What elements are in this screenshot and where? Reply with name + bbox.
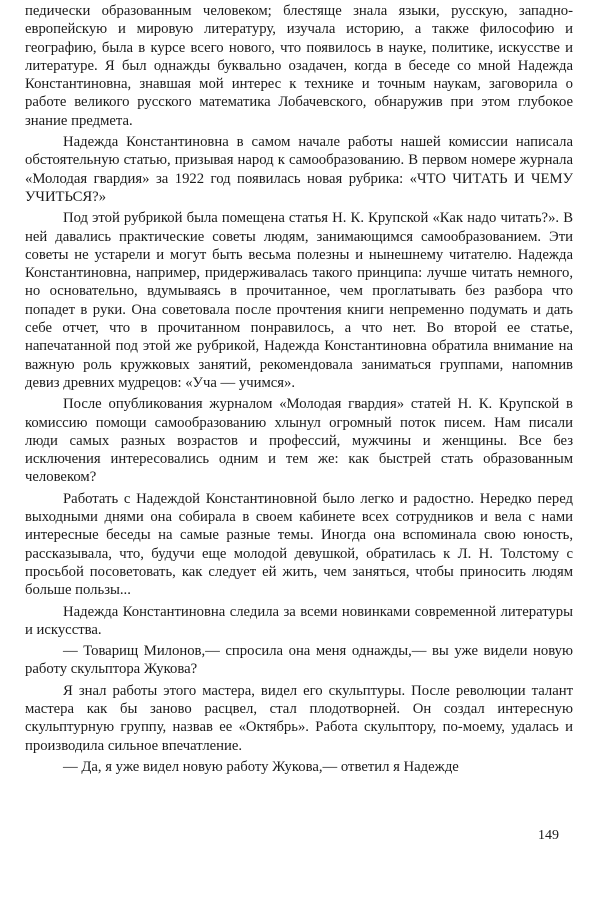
paragraph-dialogue-question: — Товарищ Милонов,— спросила она меня однажды,— вы уже видели новую работу скульптора Жукова?	[25, 643, 573, 678]
paragraph-literature: Надежда Константиновна следила за всеми новинками современной литературы и искусства.	[25, 603, 573, 638]
paragraph-work: Работать с Надеждой Константиновной было легко и радостно. Нередко перед выходными днями она собирала в своем кабинете всех сотрудников и вела с нами интересные беседы на самые разные темы. Иногда она вспоминала свою юность, рассказывала, что, будучи еще молодой девушкой, обратилась к Л. Н. Толстому с просьбой посоветовать, как следует ей жить, чем заняться, чтобы приносить людям больше пользы...	[25, 490, 573, 599]
paragraph-reading-advice: Под этой рубрикой была помещена статья Н. К. Крупской «Как надо читать?». В ней давались практические советы людям, занимающимся самообразованием. Эти советы не устарели и могут быть весьма полезны и нынешнему читателю. Надежда Константиновна, например, придерживалась такого принципа: лучше читать немного, но основательно, вдумываясь в прочитанное, чем проглатывать без разбора что попадет в руки. Она советовала после прочтения книги непременно подумать и дать себе отчет, что в прочитанном понравилось, а что нет. Во второй ее статье, напечатанной под этой же рубрикой, Надежда Константиновна обратила внимание на важную роль кружковых занятий, рекомендовала заниматься группами, напомнив девиз древних мудрецов: «Уча — учимся».	[25, 210, 573, 391]
paragraph-sculptor: Я знал работы этого мастера, видел его скульптуры. После революции талант мастера как бы заново расцвел, стал плодотворней. Он создал интересную скульптурную группу, назвав ее «Октябрь». Работа скульптору, по-моему, удалась и производила сильное впечатление.	[25, 682, 573, 754]
paragraph-letters: После опубликования журналом «Молодая гвардия» статей Н. К. Крупской в комиссию помощи самообразованию хлынул огромный поток писем. Нам писали люди самых разных возрастов и профессий, мужчины и женщины. Все без исключения интересовались одним и тем же: как быстрей стать образованным человеком?	[25, 396, 573, 486]
paragraph-article: Надежда Константиновна в самом начале работы нашей комиссии написала обстоятельную статью, призывая народ к самообразованию. В первом номере журнала «Молодая гвардия» за 1922 год появилась новая рубрика: «ЧТО ЧИТАТЬ И ЧЕМУ УЧИТЬСЯ?»	[25, 134, 573, 205]
page-body	[25, 2, 573, 779]
page-number: 149	[538, 828, 559, 843]
paragraph-continuation: педически образованным человеком; блестяще знала языки, русскую, западно-европейскую и мировую литературу, изучала историю, а также философию и географию, была в курсе всего нового, что появилось в науке, политике, искусстве и литературе. Я был однажды буквально озадачен, когда в беседе со мной Надежда Константиновна, знавшая мой интерес к технике и точным наукам, заговорила о работе великого русского математика Лобачевского, обнаружив при этом глубокое знание предмета.	[25, 3, 573, 129]
paragraph-dialogue-answer: — Да, я уже видел новую работу Жукова,— ответил я Надежде	[63, 758, 459, 775]
